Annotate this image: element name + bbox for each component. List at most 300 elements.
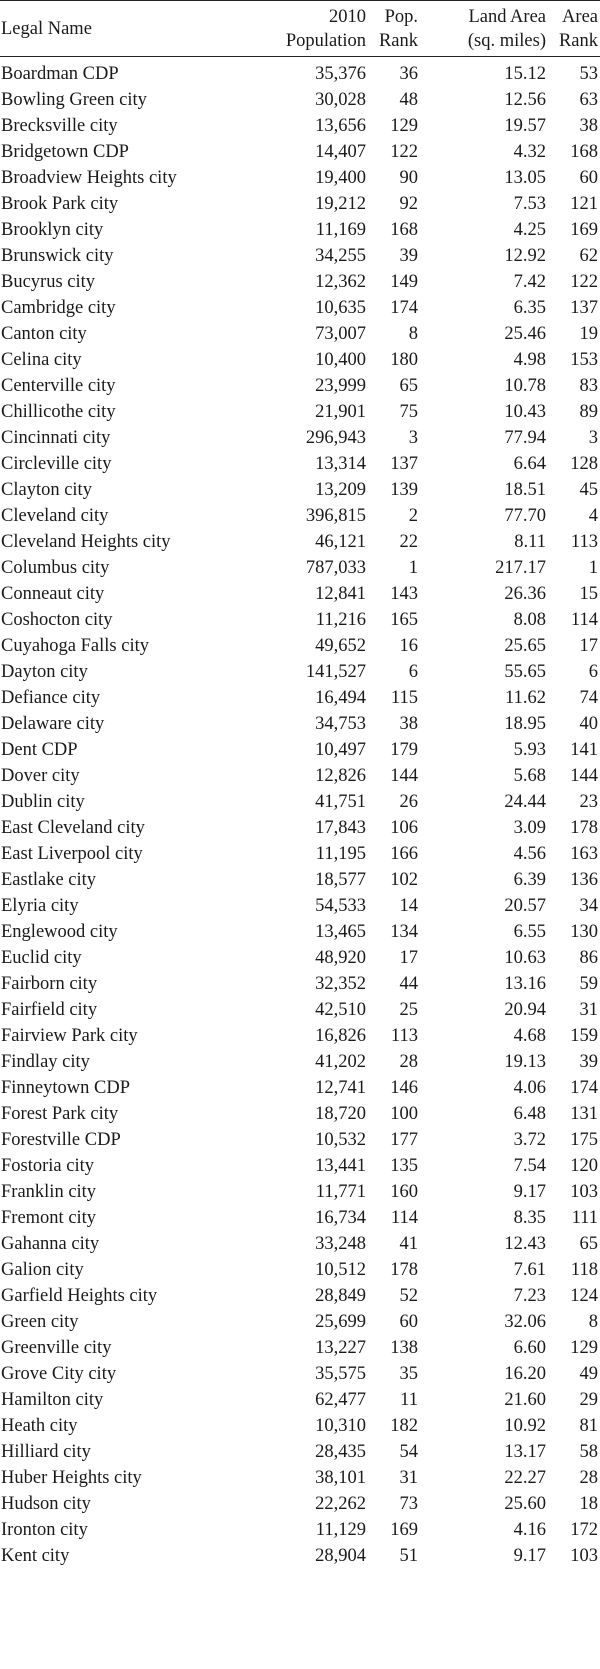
cell-land-area: 13.17: [504, 1441, 546, 1462]
cell-land-area: 20.57: [504, 895, 546, 916]
cell-population: 12,841: [315, 583, 366, 604]
cell-pop-rank: 165: [390, 609, 418, 630]
table-row: [0, 1257, 600, 1283]
cell-legal-name: Cincinnati city: [1, 427, 111, 448]
cell-land-area: 25.60: [504, 1493, 546, 1514]
cell-area-rank: 49: [579, 1363, 598, 1384]
cell-legal-name: Celina city: [1, 349, 82, 370]
header-area-rank-line1: Area: [562, 6, 598, 27]
cell-area-rank: 45: [579, 479, 598, 500]
cell-land-area: 18.95: [504, 713, 546, 734]
cell-land-area: 15.12: [504, 63, 546, 84]
cell-population: 28,904: [315, 1545, 366, 1566]
cell-pop-rank: 168: [390, 219, 418, 240]
cell-land-area: 7.23: [513, 1285, 546, 1306]
cell-area-rank: 120: [570, 1155, 598, 1176]
cell-land-area: 4.32: [513, 141, 546, 162]
cell-area-rank: 39: [579, 1051, 598, 1072]
cell-pop-rank: 8: [408, 323, 418, 344]
table-row: [0, 633, 600, 659]
cell-area-rank: 153: [570, 349, 598, 370]
table-row: [0, 737, 600, 763]
cell-pop-rank: 102: [390, 869, 418, 890]
table-row: [0, 1231, 600, 1257]
cell-land-area: 25.65: [504, 635, 546, 656]
cell-area-rank: 62: [579, 245, 598, 266]
cell-population: 13,441: [315, 1155, 366, 1176]
cell-pop-rank: 17: [399, 947, 418, 968]
cell-land-area: 10.78: [504, 375, 546, 396]
table-row: [0, 685, 600, 711]
cell-area-rank: 29: [579, 1389, 598, 1410]
cell-population: 41,202: [315, 1051, 366, 1072]
table-row: [0, 1283, 600, 1309]
table-row: [0, 1075, 600, 1101]
cell-population: 25,699: [315, 1311, 366, 1332]
cell-legal-name: Broadview Heights city: [1, 167, 177, 188]
cell-population: 13,227: [315, 1337, 366, 1358]
cell-area-rank: 114: [570, 609, 598, 630]
cell-land-area: 8.08: [513, 609, 546, 630]
cell-legal-name: Cuyahoga Falls city: [1, 635, 149, 656]
cell-land-area: 8.35: [513, 1207, 546, 1228]
cell-population: 28,435: [315, 1441, 366, 1462]
cell-pop-rank: 178: [390, 1259, 418, 1280]
cell-population: 33,248: [315, 1233, 366, 1254]
table-row: [0, 945, 600, 971]
cell-population: 13,209: [315, 479, 366, 500]
cell-pop-rank: 6: [408, 661, 418, 682]
cell-land-area: 20.94: [504, 999, 546, 1020]
cell-area-rank: 83: [579, 375, 598, 396]
table-row: [0, 1179, 600, 1205]
cell-land-area: 24.44: [504, 791, 546, 812]
cell-population: 11,169: [315, 219, 366, 240]
cell-population: 14,407: [315, 141, 366, 162]
cell-pop-rank: 2: [408, 505, 418, 526]
table-row: [0, 191, 600, 217]
cell-land-area: 21.60: [504, 1389, 546, 1410]
cell-legal-name: Fremont city: [1, 1207, 97, 1228]
cell-area-rank: 130: [570, 921, 598, 942]
cell-pop-rank: 38: [399, 713, 418, 734]
cell-pop-rank: 11: [400, 1389, 418, 1410]
cell-area-rank: 175: [570, 1129, 598, 1150]
header-legal-name-label: Legal Name: [1, 18, 92, 39]
cell-pop-rank: 92: [399, 193, 418, 214]
cell-population: 46,121: [315, 531, 366, 552]
table-row: [0, 919, 600, 945]
cell-area-rank: 174: [570, 1077, 598, 1098]
cell-population: 141,527: [305, 661, 366, 682]
cell-area-rank: 118: [570, 1259, 598, 1280]
cell-area-rank: 137: [570, 297, 598, 318]
cell-legal-name: Brooklyn city: [1, 219, 104, 240]
cell-population: 28,849: [315, 1285, 366, 1306]
cell-land-area: 217.17: [495, 557, 546, 578]
header-area-rank-line2: Rank: [558, 30, 598, 51]
cell-area-rank: 113: [570, 531, 598, 552]
cell-population: 10,310: [315, 1415, 366, 1436]
cell-area-rank: 168: [570, 141, 598, 162]
cell-area-rank: 129: [570, 1337, 598, 1358]
table-row: [0, 113, 600, 139]
cell-pop-rank: 115: [390, 687, 418, 708]
cell-area-rank: 65: [579, 1233, 598, 1254]
cell-legal-name: Bucyrus city: [1, 271, 96, 292]
cell-population: 35,376: [315, 63, 366, 84]
table-row: [0, 1127, 600, 1153]
cell-pop-rank: 134: [390, 921, 418, 942]
cell-land-area: 6.39: [513, 869, 546, 890]
cell-area-rank: 23: [579, 791, 598, 812]
cell-area-rank: 6: [588, 661, 598, 682]
cell-legal-name: Euclid city: [1, 947, 82, 968]
cell-land-area: 10.63: [504, 947, 546, 968]
cell-area-rank: 103: [570, 1545, 598, 1566]
table-row: [0, 659, 600, 685]
cell-legal-name: Kent city: [1, 1545, 70, 1566]
cell-land-area: 3.09: [513, 817, 546, 838]
cell-pop-rank: 44: [399, 973, 418, 994]
header-population-line1: 2010: [329, 6, 366, 27]
cell-population: 23,999: [315, 375, 366, 396]
cell-legal-name: Hamilton city: [1, 1389, 104, 1410]
cell-area-rank: 15: [579, 583, 598, 604]
cell-area-rank: 4: [588, 505, 598, 526]
cell-pop-rank: 48: [399, 89, 418, 110]
cell-area-rank: 17: [579, 635, 598, 656]
cell-land-area: 9.17: [513, 1545, 546, 1566]
cell-land-area: 32.06: [504, 1311, 546, 1332]
cell-land-area: 7.42: [513, 271, 546, 292]
cell-land-area: 12.43: [504, 1233, 546, 1254]
cell-land-area: 6.60: [513, 1337, 546, 1358]
cell-area-rank: 8: [588, 1311, 598, 1332]
cell-land-area: 25.46: [504, 323, 546, 344]
table-row: [0, 971, 600, 997]
cell-legal-name: Dent CDP: [1, 739, 78, 760]
cell-population: 48,920: [315, 947, 366, 968]
cell-population: 19,400: [315, 167, 366, 188]
cell-pop-rank: 180: [390, 349, 418, 370]
table-row: [0, 841, 600, 867]
cell-area-rank: 58: [579, 1441, 598, 1462]
cell-population: 11,129: [315, 1519, 366, 1540]
cell-legal-name: Conneaut city: [1, 583, 105, 604]
cell-legal-name: Galion city: [1, 1259, 84, 1280]
cell-pop-rank: 51: [399, 1545, 418, 1566]
cell-area-rank: 124: [570, 1285, 598, 1306]
cell-legal-name: Coshocton city: [1, 609, 113, 630]
table-row: [0, 1153, 600, 1179]
cell-area-rank: 53: [579, 63, 598, 84]
cell-legal-name: East Cleveland city: [1, 817, 145, 838]
cell-legal-name: Eastlake city: [1, 869, 97, 890]
cell-legal-name: Fairborn city: [1, 973, 98, 994]
cell-population: 22,262: [315, 1493, 366, 1514]
cell-legal-name: Forest Park city: [1, 1103, 119, 1124]
cell-land-area: 4.68: [513, 1025, 546, 1046]
cell-legal-name: Fairview Park city: [1, 1025, 138, 1046]
cell-area-rank: 89: [579, 401, 598, 422]
cell-area-rank: 18: [579, 1493, 598, 1514]
table-row: [0, 373, 600, 399]
header-pop-rank-line1: Pop.: [384, 6, 418, 27]
cell-population: 16,734: [315, 1207, 366, 1228]
cell-pop-rank: 160: [390, 1181, 418, 1202]
cell-population: 38,101: [315, 1467, 366, 1488]
table-row: [0, 425, 600, 451]
table-row: [0, 269, 600, 295]
cell-land-area: 4.98: [513, 349, 546, 370]
cell-population: 10,400: [315, 349, 366, 370]
cell-land-area: 7.53: [513, 193, 546, 214]
cell-pop-rank: 144: [390, 765, 418, 786]
cell-land-area: 26.36: [504, 583, 546, 604]
table-row: [0, 555, 600, 581]
cell-legal-name: Greenville city: [1, 1337, 112, 1358]
cell-land-area: 4.16: [513, 1519, 546, 1540]
cell-pop-rank: 75: [399, 401, 418, 422]
cell-population: 10,497: [315, 739, 366, 760]
cell-pop-rank: 114: [390, 1207, 418, 1228]
cell-population: 13,314: [315, 453, 366, 474]
table-row: [0, 1361, 600, 1387]
cell-population: 34,753: [315, 713, 366, 734]
cell-land-area: 3.72: [513, 1129, 546, 1150]
cell-land-area: 4.06: [513, 1077, 546, 1098]
cell-area-rank: 74: [579, 687, 598, 708]
cell-pop-rank: 100: [390, 1103, 418, 1124]
cell-area-rank: 86: [579, 947, 598, 968]
cell-pop-rank: 3: [408, 427, 418, 448]
cell-land-area: 12.92: [504, 245, 546, 266]
cell-population: 30,028: [315, 89, 366, 110]
cell-legal-name: Clayton city: [1, 479, 92, 500]
cell-pop-rank: 146: [390, 1077, 418, 1098]
cell-legal-name: Findlay city: [1, 1051, 90, 1072]
cell-area-rank: 28: [579, 1467, 598, 1488]
cell-pop-rank: 16: [399, 635, 418, 656]
cell-land-area: 4.56: [513, 843, 546, 864]
table-row: [0, 451, 600, 477]
cell-area-rank: 122: [570, 271, 598, 292]
cell-legal-name: Brunswick city: [1, 245, 114, 266]
cell-pop-rank: 149: [390, 271, 418, 292]
cell-pop-rank: 25: [399, 999, 418, 1020]
cell-pop-rank: 179: [390, 739, 418, 760]
table-row: [0, 295, 600, 321]
cell-area-rank: 38: [579, 115, 598, 136]
table-row: [0, 1023, 600, 1049]
cell-land-area: 8.11: [514, 531, 546, 552]
cell-legal-name: Circleville city: [1, 453, 112, 474]
cell-land-area: 55.65: [504, 661, 546, 682]
table-row: [0, 997, 600, 1023]
cell-pop-rank: 106: [390, 817, 418, 838]
cell-pop-rank: 138: [390, 1337, 418, 1358]
cell-land-area: 13.16: [504, 973, 546, 994]
cell-pop-rank: 1: [408, 557, 418, 578]
header-population-line2: Population: [285, 30, 366, 51]
table-row: [0, 1543, 600, 1569]
cell-land-area: 7.54: [513, 1155, 546, 1176]
cell-legal-name: Hudson city: [1, 1493, 91, 1514]
header-area-rank: [546, 1, 600, 57]
cell-pop-rank: 26: [399, 791, 418, 812]
cell-population: 13,656: [315, 115, 366, 136]
cell-legal-name: Huber Heights city: [1, 1467, 142, 1488]
table-row: [0, 1049, 600, 1075]
cell-population: 16,826: [315, 1025, 366, 1046]
cell-land-area: 13.05: [504, 167, 546, 188]
cell-population: 34,255: [315, 245, 366, 266]
cell-land-area: 18.51: [504, 479, 546, 500]
cell-population: 12,362: [315, 271, 366, 292]
cell-population: 12,826: [315, 765, 366, 786]
cell-land-area: 22.27: [504, 1467, 546, 1488]
cell-pop-rank: 139: [390, 479, 418, 500]
cell-area-rank: 34: [579, 895, 598, 916]
header-pop-rank: [366, 1, 418, 57]
table-row: [0, 217, 600, 243]
table-row: [0, 529, 600, 555]
cell-land-area: 10.92: [504, 1415, 546, 1436]
table-row: [0, 867, 600, 893]
cell-area-rank: 163: [570, 843, 598, 864]
cell-legal-name: Brecksville city: [1, 115, 118, 136]
table-row: [0, 815, 600, 841]
cell-area-rank: 159: [570, 1025, 598, 1046]
table-row: [0, 477, 600, 503]
cell-area-rank: 59: [579, 973, 598, 994]
cell-population: 49,652: [315, 635, 366, 656]
table-row: [0, 711, 600, 737]
table-row: [0, 1517, 600, 1543]
header-row: [0, 1, 600, 57]
table-row: [0, 139, 600, 165]
cell-legal-name: Forestville CDP: [1, 1129, 121, 1150]
cell-legal-name: Gahanna city: [1, 1233, 100, 1254]
cell-area-rank: 131: [570, 1103, 598, 1124]
cell-population: 41,751: [315, 791, 366, 812]
cell-area-rank: 19: [579, 323, 598, 344]
cell-area-rank: 40: [579, 713, 598, 734]
table-row: [0, 1387, 600, 1413]
cell-legal-name: Fairfield city: [1, 999, 98, 1020]
cell-land-area: 7.61: [513, 1259, 546, 1280]
cell-pop-rank: 182: [390, 1415, 418, 1436]
table-row: [0, 1101, 600, 1127]
cell-population: 10,532: [315, 1129, 366, 1150]
cell-area-rank: 172: [570, 1519, 598, 1540]
table-row: [0, 243, 600, 269]
table-row: [0, 893, 600, 919]
cell-land-area: 9.17: [513, 1181, 546, 1202]
cell-population: 12,741: [315, 1077, 366, 1098]
cell-legal-name: Grove City city: [1, 1363, 117, 1384]
cell-area-rank: 1: [588, 557, 598, 578]
cell-legal-name: Green city: [1, 1311, 79, 1332]
cell-legal-name: Hilliard city: [1, 1441, 91, 1462]
cell-population: 21,901: [315, 401, 366, 422]
cell-land-area: 6.35: [513, 297, 546, 318]
cell-pop-rank: 31: [399, 1467, 418, 1488]
cell-legal-name: Franklin city: [1, 1181, 97, 1202]
cell-pop-rank: 22: [399, 531, 418, 552]
table-row: [0, 1309, 600, 1335]
cell-pop-rank: 39: [399, 245, 418, 266]
cell-legal-name: Ironton city: [1, 1519, 88, 1540]
cell-pop-rank: 143: [390, 583, 418, 604]
cell-population: 10,635: [315, 297, 366, 318]
table-row: [0, 763, 600, 789]
table-row: [0, 165, 600, 191]
cell-land-area: 19.57: [504, 115, 546, 136]
cell-legal-name: Bridgetown CDP: [1, 141, 129, 162]
header-land-area-line1: Land Area: [468, 6, 546, 27]
cell-land-area: 19.13: [504, 1051, 546, 1072]
cell-legal-name: Delaware city: [1, 713, 105, 734]
cell-area-rank: 103: [570, 1181, 598, 1202]
cell-population: 35,575: [315, 1363, 366, 1384]
cell-legal-name: Defiance city: [1, 687, 101, 708]
cell-population: 11,771: [315, 1181, 366, 1202]
cell-legal-name: Fostoria city: [1, 1155, 95, 1176]
cell-area-rank: 31: [579, 999, 598, 1020]
cell-land-area: 6.55: [513, 921, 546, 942]
cell-area-rank: 141: [570, 739, 598, 760]
table-row: [0, 503, 600, 529]
table-row: [0, 57, 600, 88]
cell-pop-rank: 129: [390, 115, 418, 136]
cell-area-rank: 63: [579, 89, 598, 110]
cell-area-rank: 60: [579, 167, 598, 188]
cell-population: 62,477: [315, 1389, 366, 1410]
cell-pop-rank: 35: [399, 1363, 418, 1384]
cell-legal-name: Canton city: [1, 323, 87, 344]
table-row: [0, 399, 600, 425]
cell-area-rank: 144: [570, 765, 598, 786]
table-row: [0, 1413, 600, 1439]
table-row: [0, 789, 600, 815]
cell-legal-name: Englewood city: [1, 921, 118, 942]
cell-population: 73,007: [315, 323, 366, 344]
cell-land-area: 16.20: [504, 1363, 546, 1384]
cell-population: 18,577: [315, 869, 366, 890]
cell-pop-rank: 113: [390, 1025, 418, 1046]
table-row: [0, 1465, 600, 1491]
cell-pop-rank: 52: [399, 1285, 418, 1306]
cell-legal-name: Bowling Green city: [1, 89, 147, 110]
header-land-area: [418, 1, 546, 57]
cell-pop-rank: 65: [399, 375, 418, 396]
cell-population: 296,943: [305, 427, 366, 448]
cell-legal-name: Columbus city: [1, 557, 110, 578]
cell-population: 19,212: [315, 193, 366, 214]
cell-legal-name: Centerville city: [1, 375, 116, 396]
cell-land-area: 6.48: [513, 1103, 546, 1124]
cell-population: 32,352: [315, 973, 366, 994]
cell-pop-rank: 177: [390, 1129, 418, 1150]
cell-population: 11,216: [315, 609, 366, 630]
cell-legal-name: Cambridge city: [1, 297, 116, 318]
cell-land-area: 77.94: [504, 427, 546, 448]
cell-land-area: 12.56: [504, 89, 546, 110]
cell-area-rank: 128: [570, 453, 598, 474]
cell-legal-name: Dayton city: [1, 661, 88, 682]
